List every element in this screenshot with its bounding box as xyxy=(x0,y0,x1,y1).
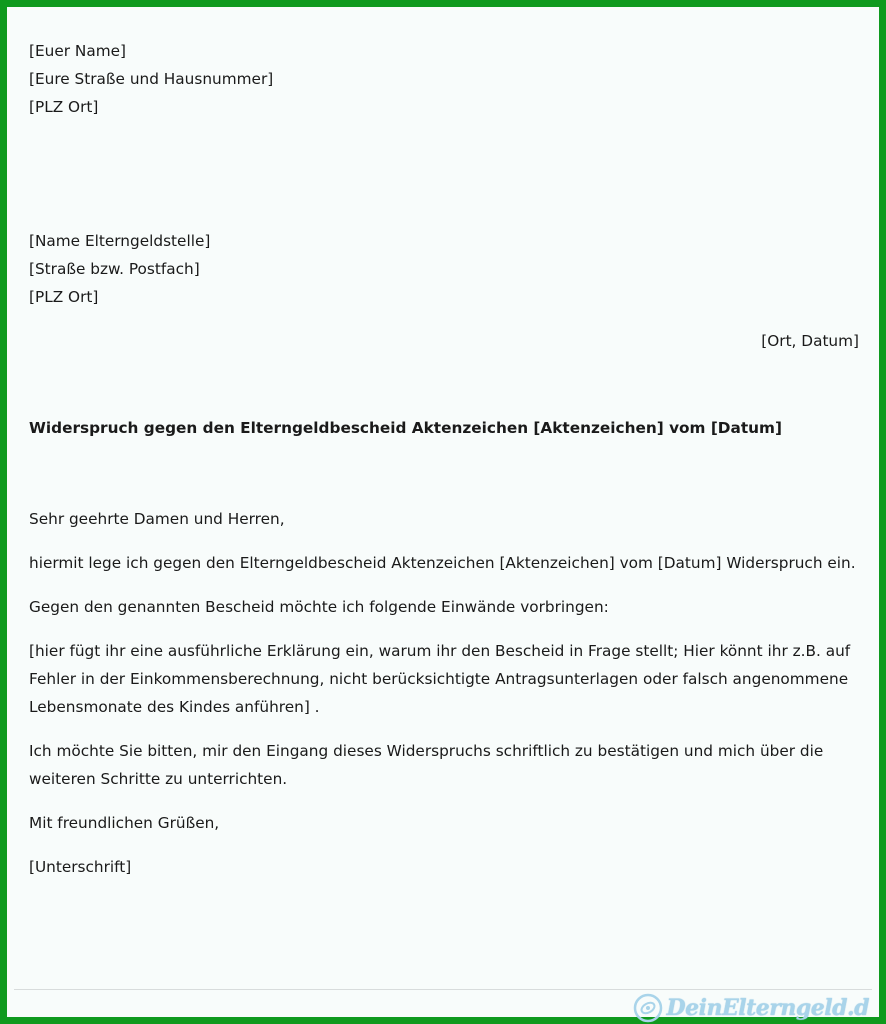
letter-body xyxy=(29,505,859,897)
paragraph-request: Ich möchte Sie bitten, mir den Eingang dieses Widerspruchs schriftlich zu bestätigen und mich über die weiteren Schritte zu unterrichten. xyxy=(29,742,824,788)
recipient-city: [PLZ Ort] xyxy=(29,288,99,306)
place-date: [Ort, Datum] xyxy=(761,332,859,350)
paragraph-objection: hiermit lege ich gegen den Elterngeldbescheid Aktenzeichen [Aktenzeichen] vom [Datum] Widerspruch ein. xyxy=(29,554,856,572)
watermark-logo xyxy=(633,992,869,1024)
coin-icon xyxy=(633,993,663,1023)
sender-city: [PLZ Ort] xyxy=(29,98,99,116)
salutation: Sehr geehrte Damen und Herren, xyxy=(29,510,285,528)
closing: Mit freundlichen Grüßen, xyxy=(29,814,220,832)
paragraph-objections-intro: Gegen den genannten Bescheid möchte ich folgende Einwände vorbringen: xyxy=(29,598,609,616)
sender-address xyxy=(29,37,273,121)
recipient-name: [Name Elterngeldstelle] xyxy=(29,232,211,250)
subject-line: Widerspruch gegen den Elterngeldbescheid Aktenzeichen [Aktenzeichen] vom [Datum] xyxy=(29,419,782,437)
recipient-street: [Straße bzw. Postfach] xyxy=(29,260,200,278)
signature-placeholder: [Unterschrift] xyxy=(29,858,132,876)
watermark-text: DeinElterngeld.d xyxy=(666,995,869,1021)
sender-name: [Euer Name] xyxy=(29,42,126,60)
footer-divider xyxy=(14,989,872,990)
paragraph-explanation: [hier fügt ihr eine ausführliche Erklärung ein, warum ihr den Bescheid in Frage stellt; Hier könnt ihr z.B. auf Fehler in der Einkommensberechnung, nicht berücksichtigte Antragsunterlagen oder falsch angenommene Lebensmonate des Kindes anführen] . xyxy=(29,642,851,716)
recipient-address xyxy=(29,227,210,311)
sender-street: [Eure Straße und Hausnummer] xyxy=(29,70,274,88)
